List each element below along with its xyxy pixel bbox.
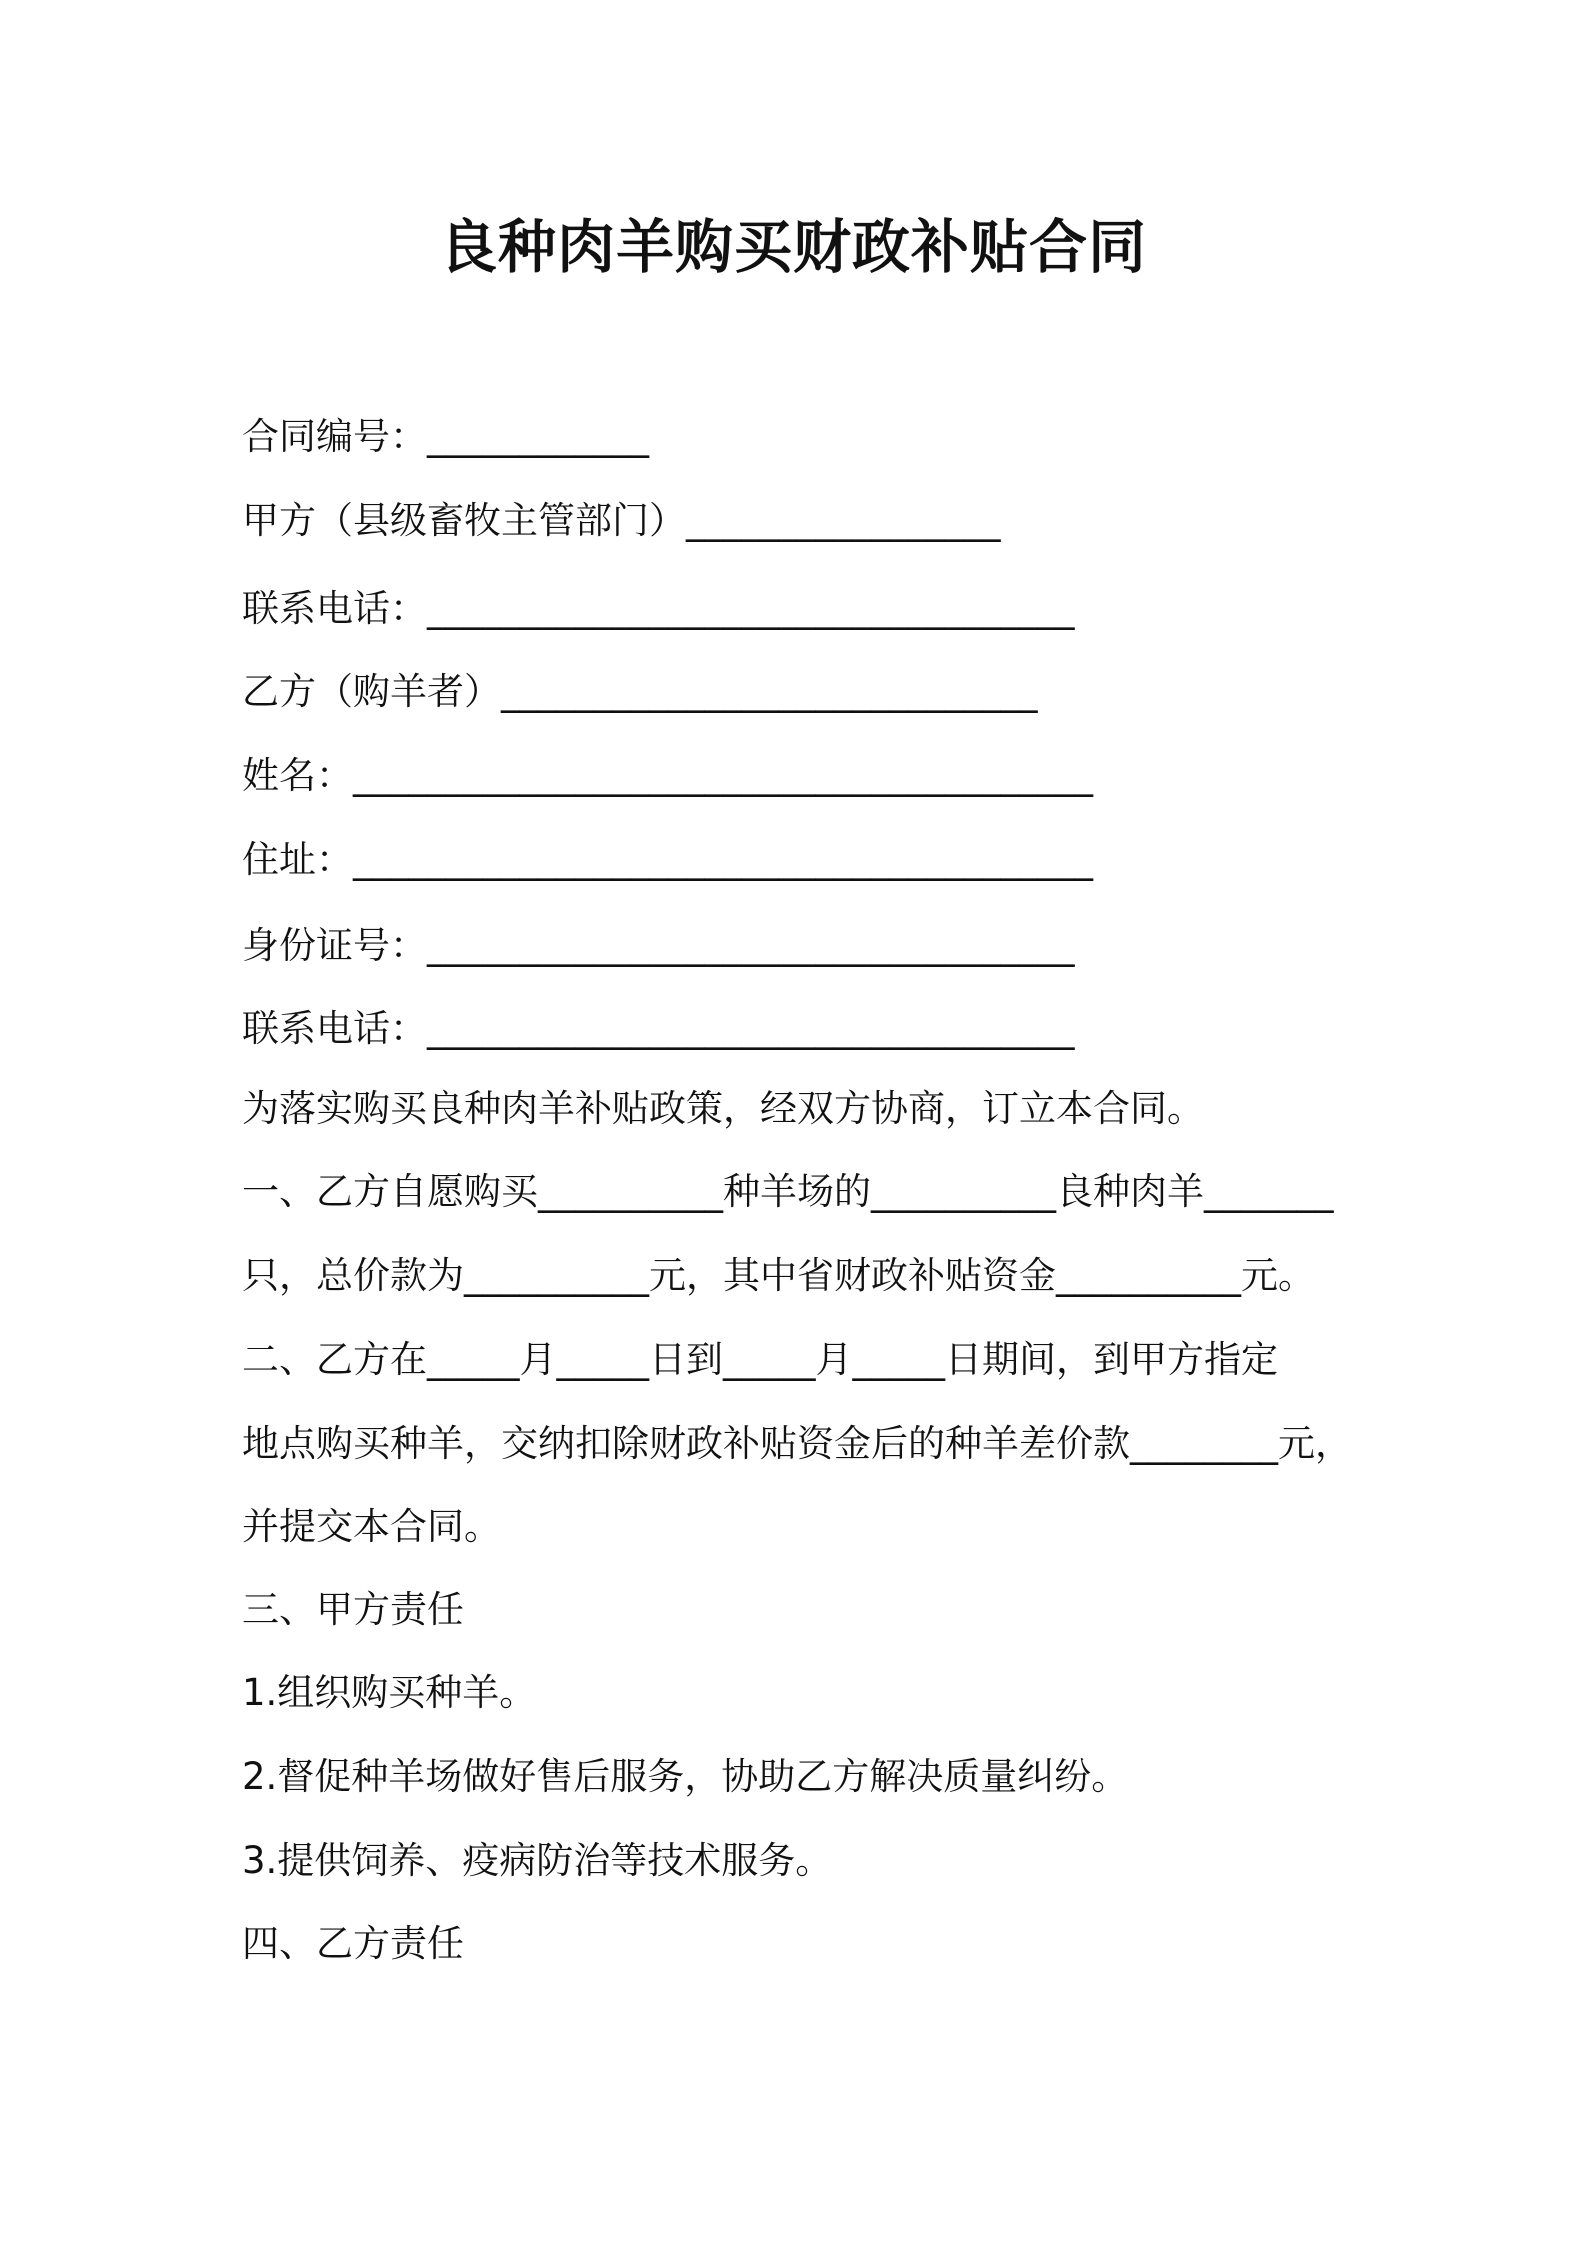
name-line: 姓名：________________________________________ [242,754,1093,797]
document-title: 良种肉羊购买财政补贴合同 [438,213,1147,281]
id-number-line: 身份证号：___________________________________ [242,924,1075,967]
contract-number-line: 合同编号：____________ [242,415,649,458]
section-3-heading: 三、甲方责任 [242,1588,464,1631]
party-a-line: 甲方（县级畜牧主管部门）_________________ [242,499,1001,542]
section-3-item-2: 2.督促种羊场做好售后服务，协助乙方解决质量纠纷。 [242,1755,1129,1798]
party-b-phone-line: 联系电话：___________________________________ [242,1007,1075,1050]
section-4-heading: 四、乙方责任 [242,1922,464,1965]
section-3-item-1: 1.组织购买种羊。 [242,1671,537,1714]
address-line: 住址：________________________________________ [242,838,1093,881]
clause-2-line-2: 地点购买种羊，交纳扣除财政补贴资金后的种羊差价款________元， [242,1422,1352,1465]
party-a-phone-line: 联系电话：___________________________________ [242,587,1075,630]
section-3-item-3: 3.提供饲养、疫病防治等技术服务。 [242,1839,833,1882]
clause-2-line-3: 并提交本合同。 [242,1505,501,1548]
party-b-line: 乙方（购羊者）_____________________________ [242,670,1038,713]
clause-1-line-1: 一、乙方自愿购买__________种羊场的__________良种肉羊_______ [242,1170,1334,1213]
preamble-paragraph: 为落实购买良种肉羊补贴政策，经双方协商，订立本合同。 [242,1087,1204,1130]
clause-2-line-1: 二、乙方在_____月_____日到_____月_____日期间，到甲方指定 [242,1338,1278,1381]
clause-1-line-2: 只，总价款为__________元，其中省财政补贴资金__________元。 [242,1254,1315,1297]
